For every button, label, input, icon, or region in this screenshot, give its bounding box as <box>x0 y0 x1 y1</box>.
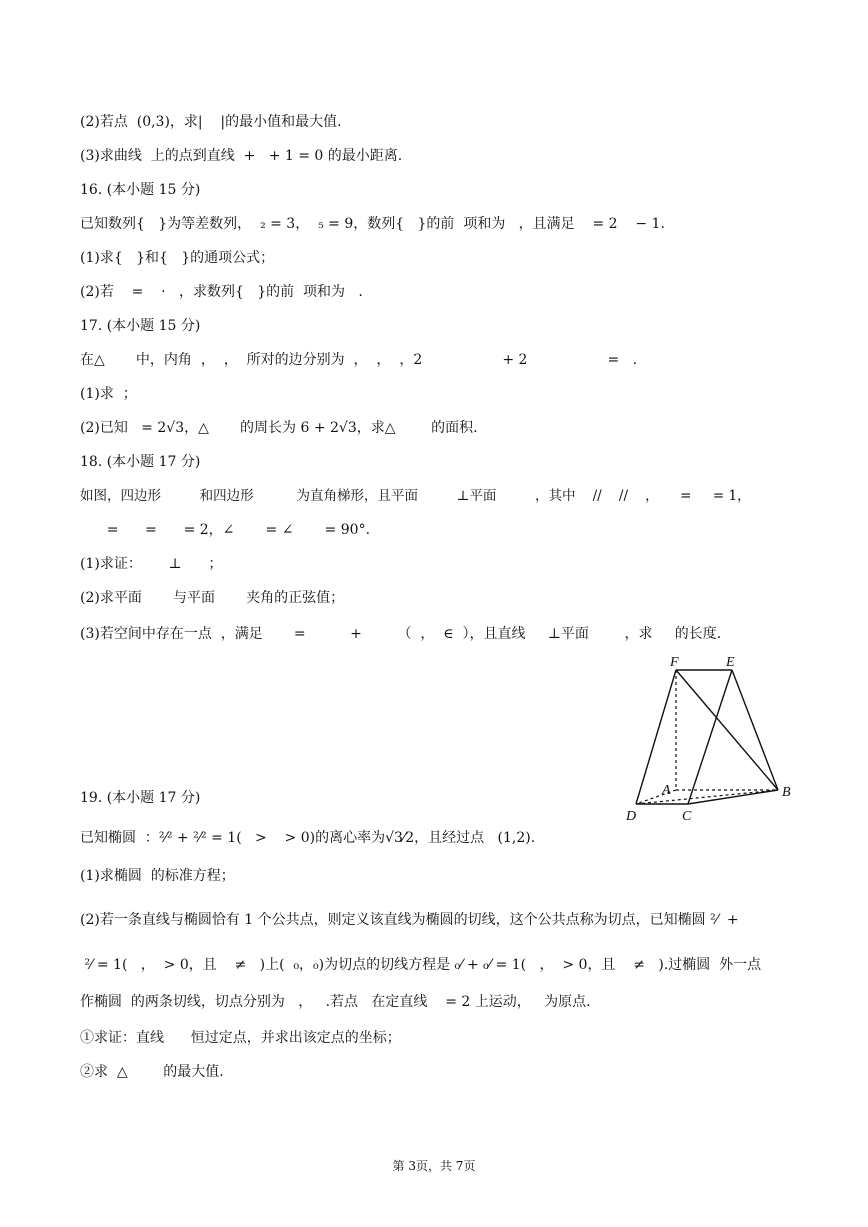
text-line-16: (3)若空间中存在一点 ，满足 = + （ ， ∈ ），且直线 ⊥平面 ，求 的长度. <box>80 626 722 642</box>
text-line-14: (1)求证： ⊥ ； <box>80 556 223 572</box>
text-line-8: 在△ 中，内角 ， ， 所对的边分别为 ， ， ，2 + 2 = . <box>80 352 638 368</box>
text-line-18: 已知椭圆 ：²⁄² + ²⁄² = 1( > > 0)的离心率为√3⁄2，且经过点 (1,2). <box>80 830 536 846</box>
vertex-label-f: F <box>670 655 679 670</box>
text-line-12: 如图，四边形 和四边形 为直角梯形，且平面 ⊥平面 ，其中 // // ， = = 1， <box>80 488 751 504</box>
vertex-label-e: E <box>726 655 735 670</box>
text-line-19: (1)求椭圆 的标准方程； <box>80 868 235 884</box>
text-line-2: (3)求曲线 上的点到直线 + + 1 = 0 的最小距离. <box>80 148 403 164</box>
question-19-heading: 19. (本小题 17 分) <box>80 790 201 806</box>
text-line-5: (1)求{ }和{ }的通项公式； <box>80 250 275 266</box>
text-line-13: = = = 2，∠ = ∠ = 90°. <box>80 522 371 538</box>
text-line-24: ②求 △ 的最大值. <box>80 1064 224 1080</box>
geometry-figure <box>618 648 800 826</box>
text-line-9: (1)求 ； <box>80 386 137 402</box>
vertex-label-a: A <box>662 783 671 798</box>
text-line-20: (2)若一条直线与椭圆恰有 1 个公共点，则定义该直线为椭圆的切线，这个公共点称为切点，已知椭圆 ²⁄ + <box>80 912 739 928</box>
question-16-heading: 16. (本小题 15 分) <box>80 182 201 198</box>
text-line-1: (2)若点 (0,3)，求| |的最小值和最大值. <box>80 114 342 130</box>
vertex-label-d: D <box>626 809 637 824</box>
text-line-6: (2)若 = · ，求数列{ }的前 项和为 . <box>80 284 363 300</box>
text-line-15: (2)求平面 与平面 夹角的正弦值； <box>80 590 345 606</box>
text-line-22: 作椭圆 的两条切线，切点分别为 ， .若点 在定直线 = 2 上运动， 为原点. <box>80 994 591 1010</box>
text-line-4: 已知数列{ }为等差数列， ₂ = 3， ₅ = 9，数列{ }的前 项和为 ，且满足 = 2 − 1. <box>80 216 665 232</box>
page-footer: 第 3页，共 7页 <box>392 1159 476 1173</box>
text-line-21: ²⁄ = 1( ， > 0，且 ≠ )上( ₀，₀)为切点的切线方程是 ₀⁄ + ₀⁄ = 1( ， > 0，且 ≠ ).过椭圆 外一点 <box>80 957 762 973</box>
vertex-label-b: B <box>782 785 791 800</box>
text-line-10: (2)已知 = 2√3，△ 的周长为 6 + 2√3，求△ 的面积. <box>80 420 478 436</box>
text-line-23: ①求证：直线 恒过定点，并求出该定点的坐标； <box>80 1030 401 1046</box>
question-18-heading: 18. (本小题 17 分) <box>80 454 201 470</box>
vertex-label-c: C <box>682 809 692 824</box>
question-17-heading: 17. (本小题 15 分) <box>80 318 201 334</box>
